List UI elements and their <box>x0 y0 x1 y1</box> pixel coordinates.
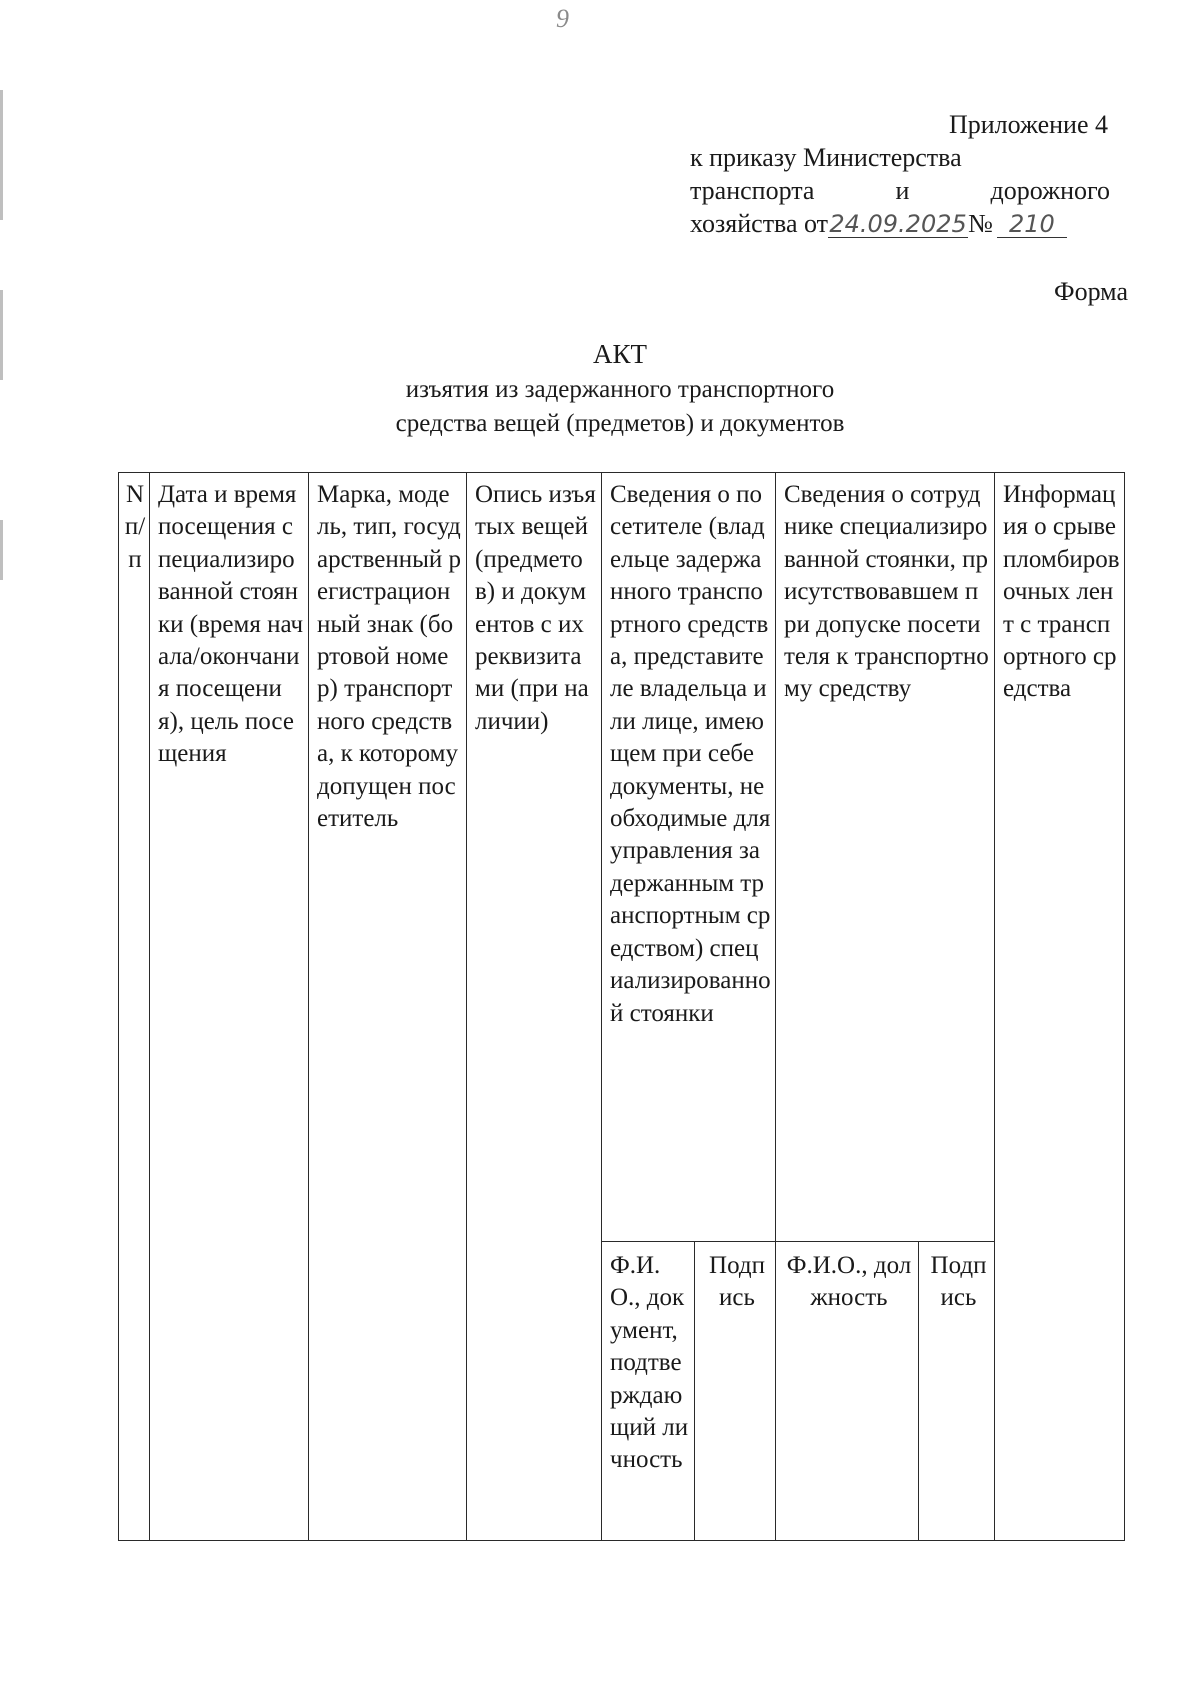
form-label: Форма <box>1054 277 1128 306</box>
page-number: 9 <box>556 4 569 33</box>
appendix-title: Приложение 4 <box>948 110 1108 139</box>
subheader-cell-visitor-signature: Подпись <box>695 1242 776 1541</box>
act-table <box>118 472 1125 1541</box>
header-cell-employee-info: Сведения о сотруднике специализированной стоянки, присутствовавшем при допуске посетителя к транспортному средству <box>776 473 995 1242</box>
header-cell-seal-info: Информация о срыве пломбировочных лент с транспортного средства <box>995 473 1125 1541</box>
appendix-block <box>690 108 1110 240</box>
header-cell-visit-datetime: Дата и время посещения специализированной стоянки (время начала/окончания посещения), цель посещения <box>150 473 309 1541</box>
order-number-sign: № <box>968 209 993 238</box>
act-subtitle-line-1: изъятия из задержанного транспортного <box>405 376 835 403</box>
header-cell-number: N п/п <box>119 473 150 1541</box>
scan-margin-mark <box>0 90 3 220</box>
act-subtitle-line-2: средства вещей (предметов) и документов <box>395 410 845 437</box>
header-row <box>119 473 1125 1242</box>
header-cell-vehicle: Марка, модель, тип, государственный регистрационный знак (бортовой номер) транспортного средства, к которому допущен посетитель <box>309 473 467 1541</box>
scan-margin-mark <box>0 520 3 580</box>
header-cell-visitor-info: Сведения о посетителе (владельце задержанного транспортного средства, представителе владельца или лице, имеющем при себе документы, необходимые для управления задержанным транспортным средством) специализированной стоянки <box>602 473 776 1242</box>
appendix-line-3-prefix: хозяйства от <box>690 209 829 238</box>
order-number-handwritten: 210 <box>997 211 1067 238</box>
subheader-cell-employee-name: Ф.И.О., должность <box>776 1242 919 1541</box>
header-cell-inventory: Опись изъятых вещей (предметов) и документов с их реквизитами (при наличии) <box>467 473 602 1541</box>
act-title: АКТ <box>593 339 647 369</box>
appendix-line-2: транспорта и дорожного <box>690 176 1110 205</box>
subheader-cell-employee-signature: Подпись <box>919 1242 995 1541</box>
order-date-handwritten: 24.09.2025 <box>829 210 967 238</box>
act-subtitle <box>0 373 1200 441</box>
appendix-line-1: к приказу Министерства <box>690 143 962 172</box>
subheader-cell-visitor-name: Ф.И.О., документ, подтверждающий личность <box>602 1242 695 1541</box>
appendix-line-3 <box>690 207 1110 240</box>
